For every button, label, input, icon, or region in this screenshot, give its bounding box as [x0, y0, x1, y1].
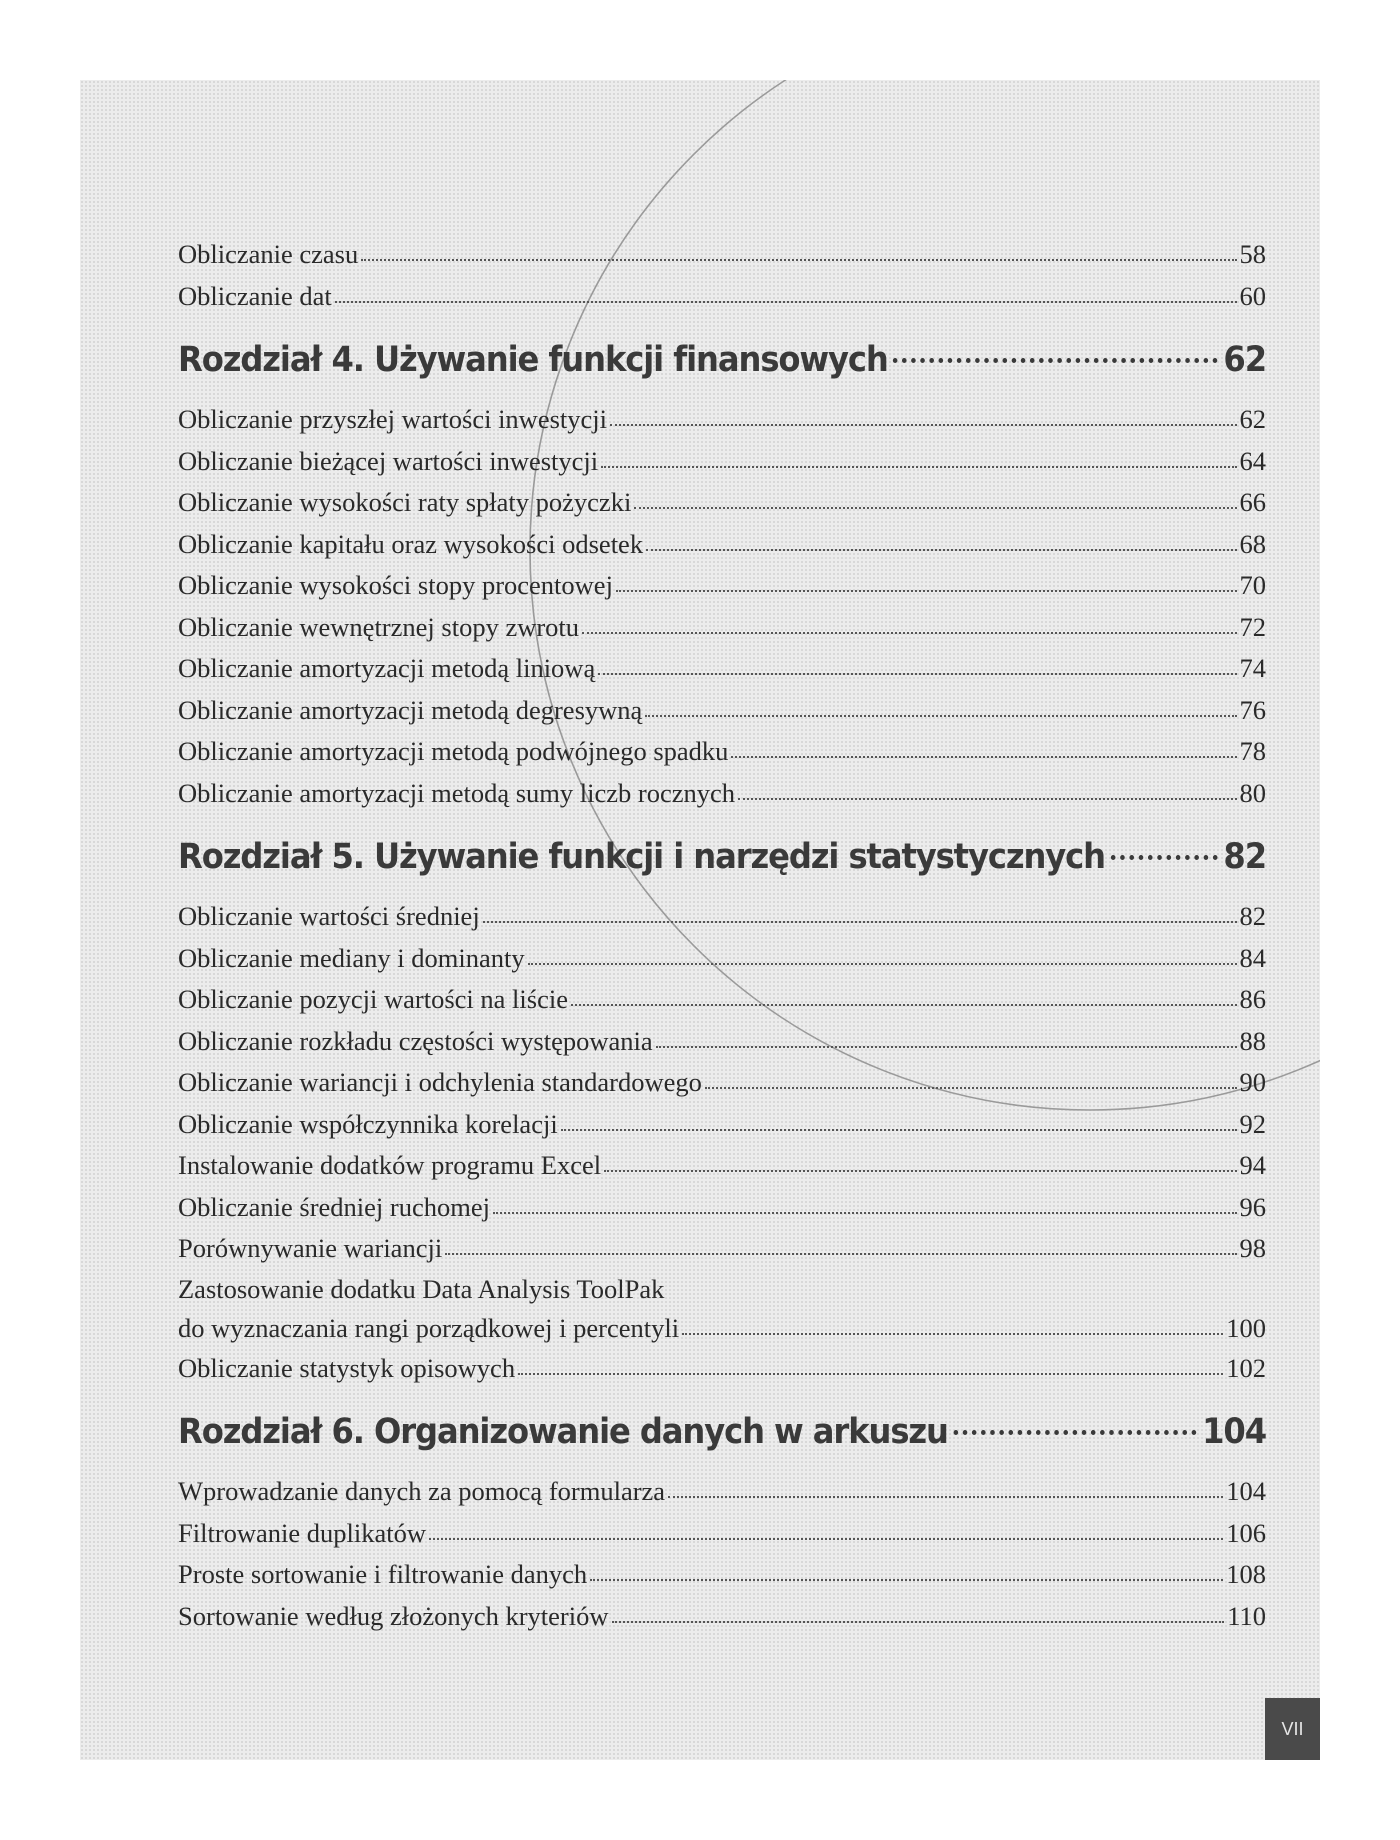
entry-title: Obliczanie amortyzacji metodą liniową	[178, 653, 596, 683]
chapter-title: Rozdział 5. Używanie funkcji i narzędzi statystycznych	[178, 837, 1105, 877]
dot-leader	[738, 798, 1236, 800]
entry-title: Obliczanie bieżącej wartości inwestycji	[178, 445, 599, 476]
entry-title-continued: do wyznaczania rangi porządkowej i percentyli	[178, 1312, 680, 1343]
toc-entry[interactable]	[178, 1471, 1266, 1513]
entry-page: 58	[1239, 239, 1266, 269]
entry-page: 84	[1239, 942, 1266, 973]
entry-page: 90	[1239, 1067, 1266, 1097]
dot-leader	[590, 1579, 1223, 1581]
entry-page: 60	[1239, 280, 1266, 311]
entry-page: 70	[1239, 570, 1266, 600]
entry-page: 92	[1239, 1108, 1266, 1139]
dot-leader	[528, 963, 1237, 965]
entry-page: 88	[1239, 1025, 1266, 1056]
entry-page: 96	[1239, 1191, 1266, 1222]
entry-title: Obliczanie amortyzacji metodą degresywną	[178, 694, 643, 725]
toc-entry[interactable]	[178, 1187, 1266, 1229]
dot-leader	[604, 1170, 1236, 1172]
entry-title: Obliczanie mediany i dominanty	[178, 942, 525, 973]
toc-entry[interactable]	[178, 1145, 1266, 1187]
entry-page: 102	[1226, 1352, 1266, 1383]
dot-leader	[1111, 855, 1218, 860]
toc-entry[interactable]	[178, 1062, 1266, 1104]
dot-leader	[582, 632, 1236, 634]
dot-leader	[571, 1004, 1237, 1006]
dot-leader	[953, 1430, 1196, 1435]
dot-leader	[518, 1373, 1223, 1375]
entry-title: Porównywanie wariancji	[178, 1233, 443, 1263]
entry-title: Obliczanie czasu	[178, 239, 359, 269]
dot-leader	[561, 1129, 1237, 1131]
toc-entry[interactable]	[178, 441, 1266, 483]
dot-leader	[682, 1333, 1223, 1335]
dot-leader	[893, 358, 1218, 363]
entry-title: Obliczanie rozkładu częstości występowania	[178, 1025, 653, 1056]
dot-leader	[361, 259, 1236, 261]
entry-title: Obliczanie dat	[178, 280, 332, 311]
toc-entry[interactable]	[178, 1554, 1266, 1596]
entry-title: Filtrowanie duplikatów	[178, 1517, 427, 1548]
entry-page: 82	[1239, 901, 1266, 931]
chapter-title: Rozdział 6. Organizowanie danych w arkuszu	[178, 1412, 948, 1452]
chapter-title: Rozdział 4. Używanie funkcji finansowych	[178, 340, 888, 380]
chapter-page: 62	[1223, 340, 1267, 380]
dot-leader	[656, 1046, 1237, 1048]
dot-leader	[634, 507, 1236, 509]
toc-entry[interactable]	[178, 1228, 1266, 1270]
entry-page: 110	[1227, 1600, 1266, 1631]
dot-leader	[493, 1212, 1237, 1214]
toc-entry[interactable]	[178, 648, 1266, 690]
entry-page: 64	[1239, 445, 1266, 476]
entry-title: Obliczanie pozycji wartości na liście	[178, 984, 568, 1014]
entry-page: 74	[1239, 653, 1266, 683]
entry-title: Obliczanie statystyk opisowych	[178, 1352, 516, 1383]
entry-page: 108	[1226, 1559, 1266, 1589]
entry-page: 72	[1239, 611, 1266, 642]
toc-entry[interactable]	[178, 938, 1266, 980]
chapter-page: 104	[1202, 1412, 1267, 1452]
dot-leader	[705, 1087, 1237, 1089]
entry-title: Obliczanie wartości średniej	[178, 901, 480, 931]
entry-title: Obliczanie kapitału oraz wysokości odsetek	[178, 528, 644, 559]
dot-leader	[645, 715, 1236, 717]
entry-page: 62	[1239, 404, 1266, 434]
dot-leader	[616, 590, 1237, 592]
table-of-contents	[178, 234, 1266, 1637]
chapter-heading[interactable]	[178, 333, 1266, 387]
entry-title: Wprowadzanie danych za pomocą formularza	[178, 1476, 666, 1506]
entry-title: Obliczanie przyszłej wartości inwestycji	[178, 404, 607, 434]
toc-entry[interactable]	[178, 1348, 1266, 1390]
toc-entry[interactable]	[178, 565, 1266, 607]
entry-page: 78	[1239, 736, 1266, 766]
entry-page: 66	[1239, 487, 1266, 517]
dot-leader	[731, 756, 1236, 758]
toc-entry[interactable]	[178, 399, 1266, 441]
entry-title: Obliczanie amortyzacji metodą sumy liczb rocznych	[178, 777, 736, 808]
entry-title: Obliczanie wewnętrznej stopy zwrotu	[178, 611, 580, 642]
entry-page: 86	[1239, 984, 1266, 1014]
toc-entry[interactable]	[178, 1021, 1266, 1063]
chapter-page: 82	[1223, 837, 1267, 877]
entry-page: 98	[1239, 1233, 1266, 1263]
toc-entry[interactable]	[178, 979, 1266, 1021]
entry-page: 76	[1239, 694, 1266, 725]
toc-entry[interactable]	[178, 690, 1266, 732]
entry-title: Obliczanie amortyzacji metodą podwójnego spadku	[178, 736, 729, 766]
toc-entry[interactable]	[178, 1513, 1266, 1555]
entry-page: 104	[1226, 1476, 1266, 1506]
toc-entry[interactable]	[178, 276, 1266, 318]
toc-entry[interactable]	[178, 234, 1266, 276]
entry-title: Obliczanie wysokości stopy procentowej	[178, 570, 613, 600]
dot-leader	[668, 1496, 1223, 1498]
dot-leader	[601, 466, 1236, 468]
dot-leader	[646, 549, 1236, 551]
entry-title: Instalowanie dodatków programu Excel	[178, 1150, 602, 1180]
entry-page: 100	[1226, 1312, 1266, 1343]
entry-title: Obliczanie wysokości raty spłaty pożyczki	[178, 487, 632, 517]
toc-entry[interactable]	[178, 607, 1266, 649]
entry-title: Proste sortowanie i filtrowanie danych	[178, 1559, 588, 1589]
dot-leader	[335, 301, 1237, 303]
page-number-badge	[1265, 1698, 1320, 1760]
toc-entry[interactable]	[178, 524, 1266, 566]
dot-leader	[598, 673, 1236, 675]
dot-leader	[429, 1538, 1223, 1540]
toc-entry[interactable]	[178, 731, 1266, 773]
toc-entry[interactable]	[178, 1270, 1266, 1348]
toc-entry[interactable]	[178, 1104, 1266, 1146]
toc-entry[interactable]	[178, 773, 1266, 815]
dot-leader	[610, 424, 1237, 426]
entry-title: Obliczanie wariancji i odchylenia standardowego	[178, 1067, 702, 1097]
entry-page: 80	[1239, 777, 1266, 808]
entry-page: 106	[1226, 1517, 1266, 1548]
page-number: VII	[1281, 1718, 1304, 1739]
entry-title: Zastosowanie dodatku Data Analysis ToolPak	[178, 1273, 665, 1304]
dot-leader	[483, 921, 1237, 923]
toc-entry[interactable]	[178, 1596, 1266, 1638]
chapter-heading[interactable]	[178, 830, 1266, 884]
entry-title: Sortowanie według złożonych kryteriów	[178, 1600, 609, 1631]
dot-leader	[612, 1621, 1225, 1623]
entry-page: 68	[1239, 528, 1266, 559]
dot-leader	[445, 1253, 1236, 1255]
toc-entry[interactable]	[178, 482, 1266, 524]
toc-entry[interactable]	[178, 896, 1266, 938]
entry-page: 94	[1239, 1150, 1266, 1180]
entry-title: Obliczanie średniej ruchomej	[178, 1191, 490, 1222]
chapter-heading[interactable]	[178, 1405, 1266, 1459]
entry-title: Obliczanie współczynnika korelacji	[178, 1108, 558, 1139]
